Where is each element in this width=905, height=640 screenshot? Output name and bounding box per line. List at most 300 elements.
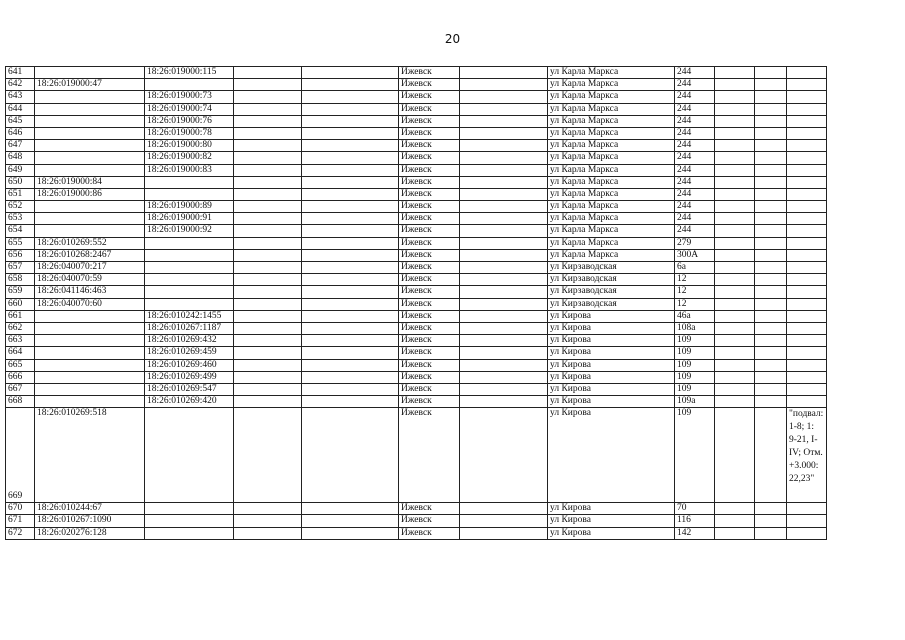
cell-house-number: 244 [675, 140, 715, 152]
cell-col-7 [460, 115, 548, 127]
cell-col-11 [755, 359, 787, 371]
cell-col-7 [460, 249, 548, 261]
cell-house-number: 244 [675, 127, 715, 139]
cell-col-10 [715, 249, 755, 261]
cell-col-4 [234, 262, 302, 274]
cell-street: ул Карла Маркса [548, 67, 675, 79]
cell-street: ул Кирова [548, 396, 675, 408]
cell-cadastral-number-building [145, 188, 234, 200]
cell-col-7 [460, 225, 548, 237]
cell-col-7 [460, 383, 548, 395]
cell-cadastral-number-building: 18:26:019000:80 [145, 140, 234, 152]
cell-cadastral-number-land: 18:26:019000:86 [35, 188, 145, 200]
table-row [6, 322, 827, 334]
cell-col-7 [460, 310, 548, 322]
table-row [6, 262, 827, 274]
cell-city: Ижевск [399, 359, 460, 371]
cell-house-number: 244 [675, 79, 715, 91]
cell-city: Ижевск [399, 335, 460, 347]
cell-col-11 [755, 164, 787, 176]
cell-note [787, 347, 827, 359]
cell-col-5 [302, 359, 399, 371]
table-row [6, 140, 827, 152]
cell-cadastral-number-building: 18:26:010269:499 [145, 371, 234, 383]
cell-row-number: 646 [6, 127, 35, 139]
cell-street: ул Кирзаводская [548, 274, 675, 286]
cell-house-number: 70 [675, 503, 715, 515]
cell-col-5 [302, 127, 399, 139]
cell-house-number: 244 [675, 103, 715, 115]
cell-cadastral-number-building [145, 237, 234, 249]
cell-col-11 [755, 347, 787, 359]
cell-street: ул Кирова [548, 515, 675, 527]
cell-row-number: 664 [6, 347, 35, 359]
cell-city: Ижевск [399, 527, 460, 539]
cell-col-10 [715, 408, 755, 503]
cell-cadastral-number-building [145, 249, 234, 261]
cell-col-10 [715, 371, 755, 383]
cell-col-5 [302, 515, 399, 527]
cell-col-7 [460, 408, 548, 503]
cell-note [787, 249, 827, 261]
cell-cadastral-number-building: 18:26:010269:547 [145, 383, 234, 395]
cell-city: Ижевск [399, 201, 460, 213]
cell-cadastral-number-land: 18:26:019000:47 [35, 79, 145, 91]
cell-cadastral-number-land [35, 383, 145, 395]
cell-house-number: 244 [675, 115, 715, 127]
cell-cadastral-number-building: 18:26:019000:83 [145, 164, 234, 176]
cell-col-5 [302, 322, 399, 334]
cell-col-5 [302, 188, 399, 200]
cell-col-5 [302, 274, 399, 286]
cell-note [787, 91, 827, 103]
cell-street: ул Карла Маркса [548, 103, 675, 115]
cell-col-10 [715, 164, 755, 176]
cell-city: Ижевск [399, 164, 460, 176]
table-body [6, 67, 827, 540]
table-row [6, 249, 827, 261]
cell-cadastral-number-building [145, 527, 234, 539]
cell-col-11 [755, 527, 787, 539]
cell-city: Ижевск [399, 152, 460, 164]
cell-row-number: 643 [6, 91, 35, 103]
cell-street: ул Карла Маркса [548, 237, 675, 249]
cell-note [787, 225, 827, 237]
cell-col-7 [460, 164, 548, 176]
table-row [6, 274, 827, 286]
cell-street: ул Карла Маркса [548, 164, 675, 176]
cell-col-11 [755, 225, 787, 237]
cell-city: Ижевск [399, 225, 460, 237]
cell-street: ул Карла Маркса [548, 176, 675, 188]
cell-house-number: 109 [675, 408, 715, 503]
cell-city: Ижевск [399, 262, 460, 274]
cell-city: Ижевск [399, 322, 460, 334]
cell-note [787, 396, 827, 408]
cell-note [787, 67, 827, 79]
cell-col-4 [234, 79, 302, 91]
cell-note [787, 176, 827, 188]
cell-street: ул Кирова [548, 383, 675, 395]
cell-cadastral-number-land [35, 91, 145, 103]
cell-col-10 [715, 213, 755, 225]
cell-note [787, 127, 827, 139]
cell-house-number: 108а [675, 322, 715, 334]
cell-col-4 [234, 127, 302, 139]
cell-col-5 [302, 371, 399, 383]
cell-house-number: 12 [675, 286, 715, 298]
cell-col-5 [302, 249, 399, 261]
cell-note [787, 274, 827, 286]
cell-city: Ижевск [399, 127, 460, 139]
cell-note [787, 115, 827, 127]
cell-col-5 [302, 225, 399, 237]
cell-cadastral-number-building: 18:26:019000:78 [145, 127, 234, 139]
cell-col-10 [715, 298, 755, 310]
cell-cadastral-number-building: 18:26:019000:92 [145, 225, 234, 237]
cell-row-number: 650 [6, 176, 35, 188]
cell-row-number: 665 [6, 359, 35, 371]
cell-street: ул Карла Маркса [548, 249, 675, 261]
cell-note [787, 237, 827, 249]
cell-col-10 [715, 335, 755, 347]
cell-street: ул Кирзаводская [548, 262, 675, 274]
cell-col-4 [234, 164, 302, 176]
table-row [6, 335, 827, 347]
cell-note [787, 188, 827, 200]
cell-col-10 [715, 127, 755, 139]
cell-note [787, 286, 827, 298]
cell-note [787, 310, 827, 322]
cell-col-7 [460, 396, 548, 408]
table-row [6, 383, 827, 395]
cell-cadastral-number-building: 18:26:010267:1187 [145, 322, 234, 334]
cell-cadastral-number-land [35, 359, 145, 371]
cell-col-5 [302, 213, 399, 225]
cell-col-11 [755, 408, 787, 503]
cell-col-10 [715, 286, 755, 298]
cell-col-4 [234, 115, 302, 127]
cell-col-11 [755, 201, 787, 213]
cell-city: Ижевск [399, 274, 460, 286]
cell-row-number: 642 [6, 79, 35, 91]
cell-cadastral-number-building [145, 408, 234, 503]
cell-cadastral-number-building: 18:26:019000:76 [145, 115, 234, 127]
table-row [6, 103, 827, 115]
cell-city: Ижевск [399, 213, 460, 225]
cell-col-10 [715, 176, 755, 188]
cell-note [787, 152, 827, 164]
cell-city: Ижевск [399, 79, 460, 91]
cell-cadastral-number-land [35, 103, 145, 115]
cell-house-number: 244 [675, 67, 715, 79]
cell-col-7 [460, 213, 548, 225]
table-row [6, 152, 827, 164]
cell-street: ул Кирова [548, 408, 675, 503]
cell-col-7 [460, 503, 548, 515]
cell-house-number: 244 [675, 152, 715, 164]
cell-col-10 [715, 396, 755, 408]
cell-note [787, 262, 827, 274]
cell-col-11 [755, 249, 787, 261]
cell-cadastral-number-land: 18:26:040070:60 [35, 298, 145, 310]
cell-col-7 [460, 527, 548, 539]
cell-cadastral-number-land: 18:26:041146:463 [35, 286, 145, 298]
cell-col-10 [715, 383, 755, 395]
cell-col-4 [234, 237, 302, 249]
cell-row-number: 661 [6, 310, 35, 322]
cell-cadastral-number-land: 18:26:019000:84 [35, 176, 145, 188]
cell-cadastral-number-land: 18:26:010268:2467 [35, 249, 145, 261]
cell-cadastral-number-building: 18:26:019000:82 [145, 152, 234, 164]
table-row [6, 79, 827, 91]
cell-street: ул Кирова [548, 335, 675, 347]
cell-col-4 [234, 140, 302, 152]
cell-col-11 [755, 176, 787, 188]
cell-cadastral-number-building: 18:26:019000:91 [145, 213, 234, 225]
cell-col-10 [715, 225, 755, 237]
cell-row-number: 662 [6, 322, 35, 334]
cell-city: Ижевск [399, 91, 460, 103]
cell-col-7 [460, 347, 548, 359]
cell-col-7 [460, 152, 548, 164]
cell-col-11 [755, 67, 787, 79]
cell-house-number: 12 [675, 274, 715, 286]
cell-col-11 [755, 383, 787, 395]
cell-col-10 [715, 79, 755, 91]
cell-city: Ижевск [399, 298, 460, 310]
cell-cadastral-number-building [145, 274, 234, 286]
cell-city: Ижевск [399, 249, 460, 261]
cell-row-number: 658 [6, 274, 35, 286]
cell-col-11 [755, 371, 787, 383]
cell-house-number: 300А [675, 249, 715, 261]
cell-col-10 [715, 527, 755, 539]
cell-cadastral-number-land [35, 164, 145, 176]
cell-cadastral-number-land [35, 347, 145, 359]
cell-row-number: 651 [6, 188, 35, 200]
table-row [6, 225, 827, 237]
cell-cadastral-number-land: 18:26:040070:217 [35, 262, 145, 274]
cell-col-10 [715, 515, 755, 527]
cell-col-4 [234, 152, 302, 164]
table-row [6, 408, 827, 503]
cell-street: ул Кирова [548, 347, 675, 359]
cell-row-number: 663 [6, 335, 35, 347]
cell-street: ул Кирова [548, 322, 675, 334]
table-row [6, 359, 827, 371]
cell-note [787, 371, 827, 383]
cell-row-number: 669 [6, 408, 35, 503]
cell-col-4 [234, 213, 302, 225]
cell-cadastral-number-land [35, 335, 145, 347]
cell-col-4 [234, 225, 302, 237]
cell-note [787, 79, 827, 91]
cell-col-4 [234, 201, 302, 213]
cell-city: Ижевск [399, 503, 460, 515]
table-row [6, 310, 827, 322]
cell-street: ул Кирова [548, 503, 675, 515]
cell-street: ул Карла Маркса [548, 225, 675, 237]
cell-col-4 [234, 298, 302, 310]
cell-col-4 [234, 515, 302, 527]
cell-col-11 [755, 213, 787, 225]
cell-note [787, 383, 827, 395]
cell-col-4 [234, 503, 302, 515]
cell-street: ул Карла Маркса [548, 127, 675, 139]
cell-house-number: 116 [675, 515, 715, 527]
cell-city: Ижевск [399, 515, 460, 527]
cell-col-7 [460, 274, 548, 286]
cell-col-11 [755, 335, 787, 347]
cell-col-10 [715, 237, 755, 249]
cell-note [787, 515, 827, 527]
table-row [6, 213, 827, 225]
cell-cadastral-number-building [145, 79, 234, 91]
cell-cadastral-number-land [35, 213, 145, 225]
cell-col-10 [715, 347, 755, 359]
cell-street: ул Карла Маркса [548, 140, 675, 152]
cell-cadastral-number-building [145, 515, 234, 527]
cell-row-number: 652 [6, 201, 35, 213]
cell-house-number: 244 [675, 188, 715, 200]
cell-col-7 [460, 335, 548, 347]
cell-col-4 [234, 67, 302, 79]
cell-col-4 [234, 408, 302, 503]
cell-col-5 [302, 298, 399, 310]
cell-col-5 [302, 103, 399, 115]
cell-col-7 [460, 371, 548, 383]
cell-cadastral-number-building [145, 176, 234, 188]
cell-col-11 [755, 79, 787, 91]
cell-house-number: 109 [675, 359, 715, 371]
cell-row-number: 666 [6, 371, 35, 383]
table-row [6, 527, 827, 539]
cell-city: Ижевск [399, 67, 460, 79]
cell-cadastral-number-building: 18:26:019000:115 [145, 67, 234, 79]
cell-cadastral-number-land [35, 371, 145, 383]
cell-note [787, 322, 827, 334]
cell-col-4 [234, 91, 302, 103]
cell-col-10 [715, 67, 755, 79]
cell-col-10 [715, 262, 755, 274]
cell-col-4 [234, 335, 302, 347]
cell-col-10 [715, 152, 755, 164]
cell-street: ул Кирова [548, 310, 675, 322]
table-row [6, 298, 827, 310]
cell-row-number: 654 [6, 225, 35, 237]
cell-cadastral-number-land [35, 152, 145, 164]
table-row [6, 164, 827, 176]
cell-note [787, 140, 827, 152]
cell-house-number: 109 [675, 383, 715, 395]
cell-cadastral-number-land [35, 322, 145, 334]
cell-note [787, 335, 827, 347]
cell-col-4 [234, 396, 302, 408]
cell-row-number: 671 [6, 515, 35, 527]
cell-col-4 [234, 249, 302, 261]
cell-col-5 [302, 286, 399, 298]
cell-city: Ижевск [399, 188, 460, 200]
cell-cadastral-number-land [35, 201, 145, 213]
cell-row-number: 655 [6, 237, 35, 249]
cell-col-5 [302, 347, 399, 359]
cell-col-4 [234, 176, 302, 188]
cell-col-4 [234, 359, 302, 371]
cell-col-7 [460, 286, 548, 298]
cell-row-number: 653 [6, 213, 35, 225]
cell-col-11 [755, 262, 787, 274]
cell-col-4 [234, 188, 302, 200]
cell-col-5 [302, 67, 399, 79]
cell-col-5 [302, 79, 399, 91]
table-row [6, 371, 827, 383]
cell-col-11 [755, 91, 787, 103]
cell-col-7 [460, 515, 548, 527]
cell-cadastral-number-land: 18:26:040070:59 [35, 274, 145, 286]
cell-col-5 [302, 91, 399, 103]
cell-row-number: 670 [6, 503, 35, 515]
cell-cadastral-number-building: 18:26:010269:420 [145, 396, 234, 408]
cell-house-number: 244 [675, 225, 715, 237]
cell-col-4 [234, 103, 302, 115]
cell-street: ул Кирзаводская [548, 298, 675, 310]
cell-col-5 [302, 408, 399, 503]
table-row [6, 201, 827, 213]
cell-cadastral-number-land: 18:26:020276:128 [35, 527, 145, 539]
table-row [6, 237, 827, 249]
cell-street: ул Кирова [548, 371, 675, 383]
cell-street: ул Карла Маркса [548, 91, 675, 103]
cell-col-11 [755, 298, 787, 310]
cell-cadastral-number-building [145, 503, 234, 515]
cell-house-number: 244 [675, 91, 715, 103]
cell-col-10 [715, 503, 755, 515]
cell-col-7 [460, 298, 548, 310]
cell-col-11 [755, 322, 787, 334]
table-row [6, 176, 827, 188]
cell-col-10 [715, 274, 755, 286]
cell-street: ул Карла Маркса [548, 213, 675, 225]
cell-cadastral-number-land [35, 310, 145, 322]
cell-col-5 [302, 152, 399, 164]
cell-col-7 [460, 176, 548, 188]
cell-street: ул Карла Маркса [548, 152, 675, 164]
cell-note [787, 201, 827, 213]
cell-house-number: 279 [675, 237, 715, 249]
table-row [6, 515, 827, 527]
cell-col-10 [715, 188, 755, 200]
cell-cadastral-number-land [35, 67, 145, 79]
cell-col-7 [460, 103, 548, 115]
cell-row-number: 660 [6, 298, 35, 310]
cell-house-number: 109 [675, 371, 715, 383]
cell-row-number: 659 [6, 286, 35, 298]
cell-note [787, 164, 827, 176]
table-row [6, 347, 827, 359]
cell-street: ул Карла Маркса [548, 188, 675, 200]
cell-row-number: 668 [6, 396, 35, 408]
cell-row-number: 667 [6, 383, 35, 395]
cell-house-number: 244 [675, 164, 715, 176]
page-number: 20 [444, 32, 461, 46]
cell-col-4 [234, 347, 302, 359]
cell-col-11 [755, 286, 787, 298]
cell-street: ул Кирова [548, 359, 675, 371]
cell-col-4 [234, 274, 302, 286]
cell-city: Ижевск [399, 286, 460, 298]
cell-cadastral-number-land: 18:26:010269:552 [35, 237, 145, 249]
